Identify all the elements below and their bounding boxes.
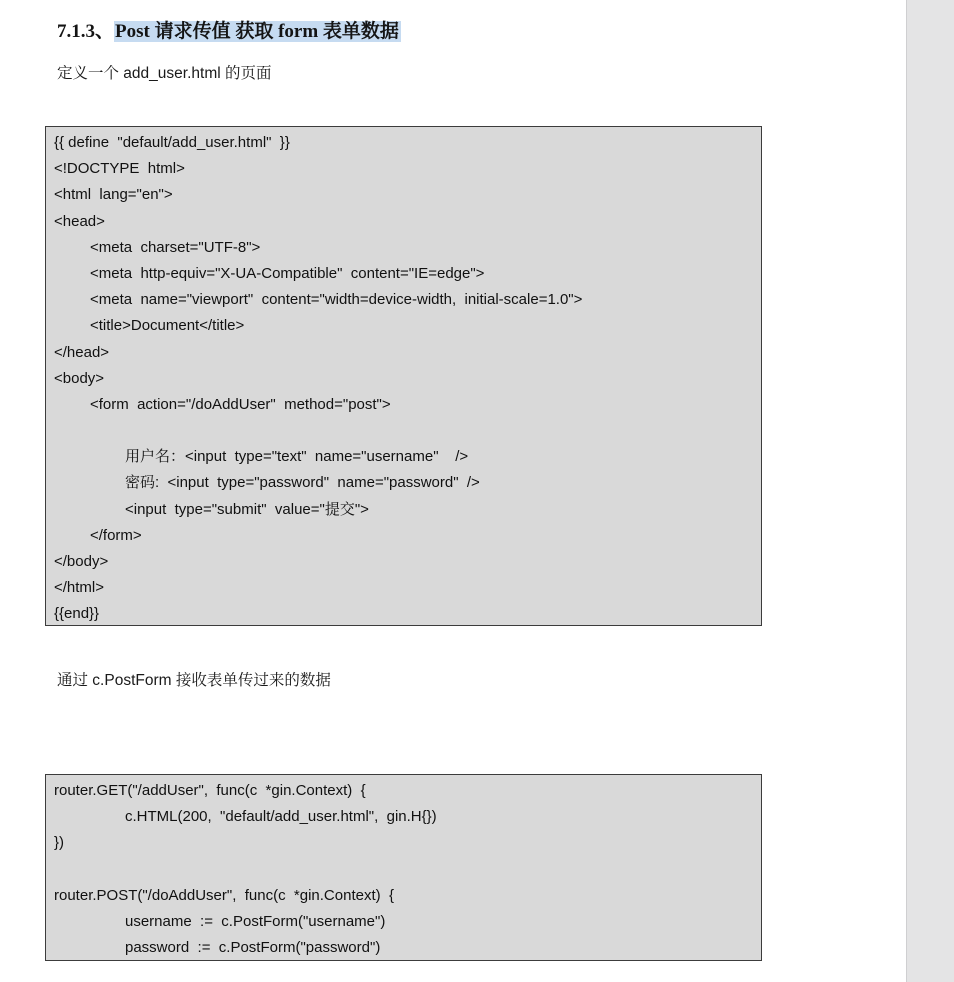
code-line: <!DOCTYPE html> — [54, 160, 185, 178]
code-line: <meta name="viewport" content="width=device-width, initial-scale=1.0"> — [90, 291, 583, 309]
code-line: <input type="submit" value="提交"> — [125, 500, 369, 518]
code-line: username := c.PostForm("username") — [125, 912, 386, 930]
code-line: router.GET("/addUser", func(c *gin.Context) { — [54, 782, 366, 799]
heading-title[interactable]: Post 请求传值 获取 form 表单数据 — [115, 21, 399, 42]
side-panel — [906, 0, 954, 982]
code-line: </form> — [90, 526, 142, 544]
code-line: router.POST("/doAddUser", func(c *gin.Context) { — [54, 886, 394, 904]
heading-number: 7.1.3、 — [57, 21, 115, 42]
code-block-template — [45, 126, 762, 626]
code-line: <title>Document</title> — [90, 317, 245, 335]
middle-paragraph: 通过 c.PostForm 接收表单传过来的数据 — [57, 672, 331, 689]
section-heading — [57, 19, 401, 45]
code-line — [54, 857, 761, 883]
code-line: password := c.PostForm("password") — [125, 939, 381, 957]
code-line: c.HTML(200, "default/add_user.html", gin.H{}) — [125, 808, 437, 826]
code-line: <form action="/doAddUser" method="post"> — [90, 395, 391, 413]
code-line: </body> — [54, 553, 109, 570]
code-line: <meta http-equiv="X-UA-Compatible" content="IE=edge"> — [90, 264, 485, 282]
code-line: <body> — [54, 369, 105, 387]
code-line — [54, 418, 761, 444]
code-lines — [54, 778, 761, 961]
code-line: </html> — [54, 579, 105, 597]
code-line: {{ define "default/add_user.html" }} — [54, 134, 290, 151]
intro-paragraph: 定义一个 add_user.html 的页面 — [57, 65, 272, 82]
code-line: 密码: <input type="password" name="password" /> — [125, 474, 480, 492]
code-line: </head> — [54, 343, 110, 361]
code-lines — [54, 130, 761, 628]
code-line: <head> — [54, 212, 105, 230]
code-line: <html lang="en"> — [54, 186, 173, 204]
code-line: {{end}} — [54, 605, 100, 623]
code-block-router — [45, 774, 762, 961]
code-line: }) — [54, 834, 65, 852]
code-line: <meta charset="UTF-8"> — [90, 238, 261, 256]
code-line: 用户名：<input type="text" name="username" /> — [125, 448, 469, 466]
